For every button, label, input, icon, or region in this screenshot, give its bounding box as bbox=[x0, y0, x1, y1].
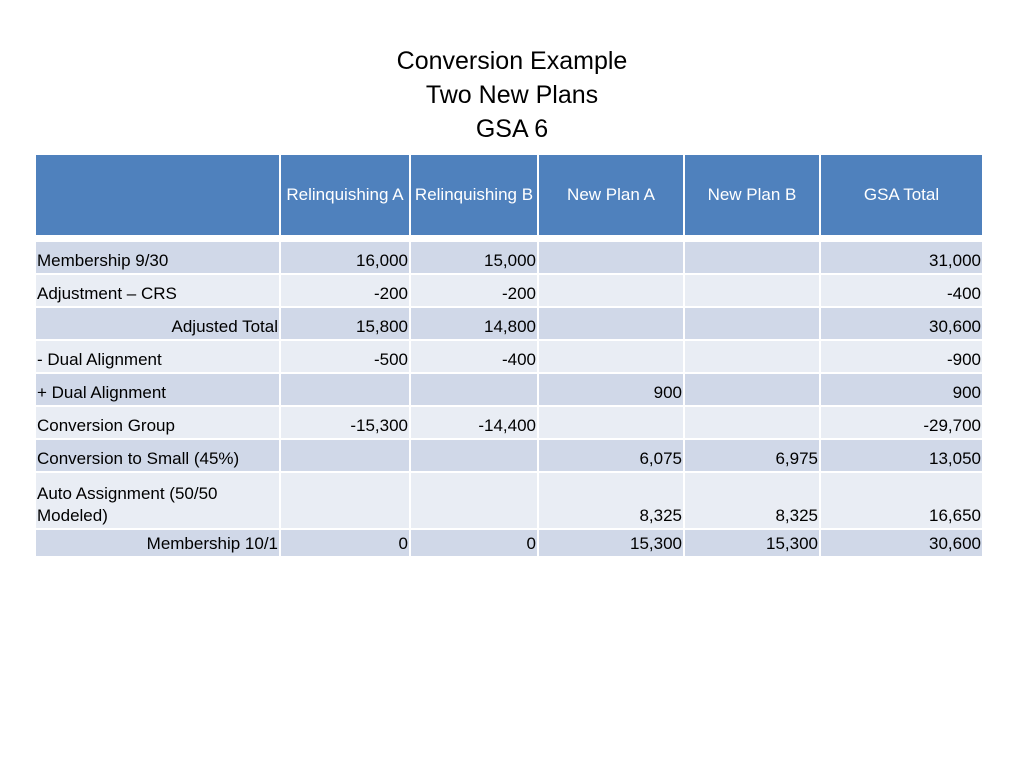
header-cell: Relinquishing B bbox=[410, 154, 538, 236]
table-cell: 15,300 bbox=[684, 529, 820, 557]
table-cell: -29,700 bbox=[820, 406, 983, 439]
table-cell: 6,075 bbox=[538, 439, 684, 472]
table-row bbox=[35, 472, 983, 529]
table-cell bbox=[410, 439, 538, 472]
row-label: Membership 9/30 bbox=[35, 241, 280, 274]
table-cell: 15,000 bbox=[410, 241, 538, 274]
table-cell bbox=[538, 340, 684, 373]
row-label: Conversion Group bbox=[35, 406, 280, 439]
table-cell: -500 bbox=[280, 340, 410, 373]
table-cell bbox=[684, 373, 820, 406]
table-cell: 900 bbox=[538, 373, 684, 406]
table-row bbox=[35, 241, 983, 274]
table-row bbox=[35, 340, 983, 373]
table-cell: 31,000 bbox=[820, 241, 983, 274]
table-cell: -14,400 bbox=[410, 406, 538, 439]
header-cell: GSA Total bbox=[820, 154, 983, 236]
table-cell: 16,000 bbox=[280, 241, 410, 274]
title-line-3: GSA 6 bbox=[475, 115, 549, 143]
table-cell: 14,800 bbox=[410, 307, 538, 340]
table-cell bbox=[280, 439, 410, 472]
table-cell: 15,800 bbox=[280, 307, 410, 340]
table-cell: 8,325 bbox=[684, 472, 820, 529]
table-cell: 8,325 bbox=[538, 472, 684, 529]
table-row bbox=[35, 529, 983, 557]
table-row bbox=[35, 307, 983, 340]
table-cell bbox=[280, 472, 410, 529]
slide-title bbox=[0, 44, 1024, 146]
table-cell bbox=[684, 274, 820, 307]
table-cell: 0 bbox=[410, 529, 538, 557]
table-row bbox=[35, 274, 983, 307]
table-row bbox=[35, 439, 983, 472]
header-cell: Relinquishing A bbox=[280, 154, 410, 236]
row-label: Adjusted Total bbox=[35, 307, 280, 340]
table-cell: -200 bbox=[280, 274, 410, 307]
table-cell: -400 bbox=[820, 274, 983, 307]
row-label: Auto Assignment (50/50 Modeled) bbox=[35, 472, 280, 529]
header-row bbox=[35, 154, 983, 236]
table-cell bbox=[538, 274, 684, 307]
row-label: Adjustment – CRS bbox=[35, 274, 280, 307]
table-cell: -400 bbox=[410, 340, 538, 373]
table-cell bbox=[410, 373, 538, 406]
table-cell: -900 bbox=[820, 340, 983, 373]
table-cell bbox=[280, 373, 410, 406]
title-line-2: Two New Plans bbox=[425, 81, 599, 109]
conversion-table bbox=[34, 153, 984, 558]
row-label: Membership 10/1 bbox=[35, 529, 280, 557]
table-cell: 30,600 bbox=[820, 529, 983, 557]
table-cell bbox=[684, 406, 820, 439]
table-row bbox=[35, 406, 983, 439]
table-cell: -200 bbox=[410, 274, 538, 307]
table-cell bbox=[410, 472, 538, 529]
table-cell bbox=[538, 406, 684, 439]
table-cell: -15,300 bbox=[280, 406, 410, 439]
header-cell: New Plan B bbox=[684, 154, 820, 236]
table-cell bbox=[538, 241, 684, 274]
table-cell bbox=[684, 241, 820, 274]
row-label: Conversion to Small (45%) bbox=[35, 439, 280, 472]
table-cell: 900 bbox=[820, 373, 983, 406]
table-cell: 16,650 bbox=[820, 472, 983, 529]
header-cell: New Plan A bbox=[538, 154, 684, 236]
title-line-1: Conversion Example bbox=[396, 47, 628, 75]
table-cell: 13,050 bbox=[820, 439, 983, 472]
row-label: - Dual Alignment bbox=[35, 340, 280, 373]
table-cell: 0 bbox=[280, 529, 410, 557]
table-cell: 30,600 bbox=[820, 307, 983, 340]
row-label: + Dual Alignment bbox=[35, 373, 280, 406]
table-row bbox=[35, 373, 983, 406]
table-cell: 15,300 bbox=[538, 529, 684, 557]
header-cell bbox=[35, 154, 280, 236]
table-cell: 6,975 bbox=[684, 439, 820, 472]
table-cell bbox=[684, 307, 820, 340]
table-cell bbox=[538, 307, 684, 340]
table-cell bbox=[684, 340, 820, 373]
